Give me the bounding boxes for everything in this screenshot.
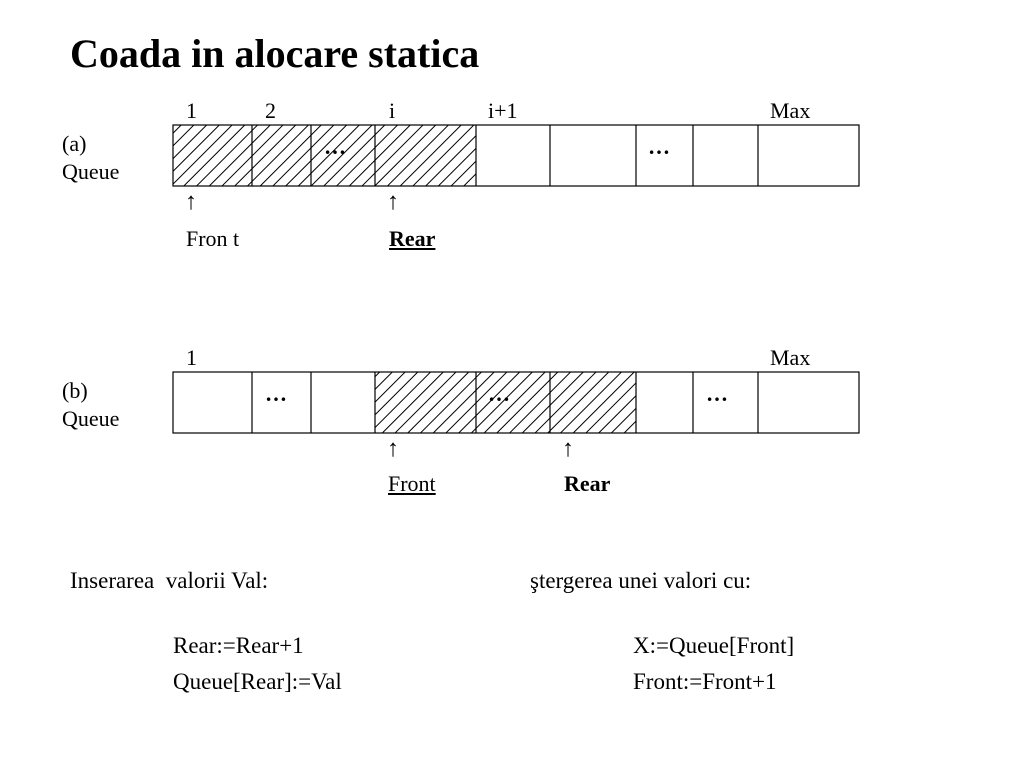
ellipsis-b-2: … [488, 381, 510, 406]
index-label-i: i [389, 98, 396, 123]
index-label-2: 2 [265, 98, 276, 123]
delete-line-1: X:=Queue[Front] [633, 633, 795, 658]
insert-line-1: Rear:=Rear+1 [173, 633, 304, 658]
ellipsis-a-2: … [648, 134, 670, 159]
index-label-1: 1 [186, 345, 197, 370]
insert-line-2: Queue[Rear]:=Val [173, 669, 342, 694]
index-label-i-plus-1: i+1 [488, 98, 518, 123]
page-title: Coada in alocare statica [70, 31, 480, 76]
front-arrow-a: ↑ [185, 189, 197, 215]
front-label-a: Fron t [186, 226, 240, 251]
front-label-b: Front [388, 471, 436, 496]
index-label-max: Max [770, 98, 811, 123]
index-label-1: 1 [186, 98, 197, 123]
diagram-b-queue-label: Queue [62, 406, 120, 431]
rear-arrow-a: ↑ [387, 189, 399, 215]
rear-arrow-b: ↑ [562, 436, 574, 462]
front-arrow-b: ↑ [387, 436, 399, 462]
diagram-b-tag: (b) [62, 378, 88, 403]
insert-heading: Inserarea valorii Val: [70, 568, 269, 593]
ellipsis-b-1: … [265, 381, 287, 406]
delete-heading: ştergerea unei valori cu: [530, 568, 752, 593]
ellipsis-a-1: … [324, 134, 346, 159]
rear-label-a: Rear [389, 226, 436, 251]
index-label-max: Max [770, 345, 811, 370]
delete-line-2: Front:=Front+1 [633, 669, 777, 694]
rear-label-b: Rear [564, 471, 611, 496]
diagram-a-queue-label: Queue [62, 159, 120, 184]
diagram-a-tag: (a) [62, 131, 87, 156]
ellipsis-b-3: … [706, 381, 728, 406]
